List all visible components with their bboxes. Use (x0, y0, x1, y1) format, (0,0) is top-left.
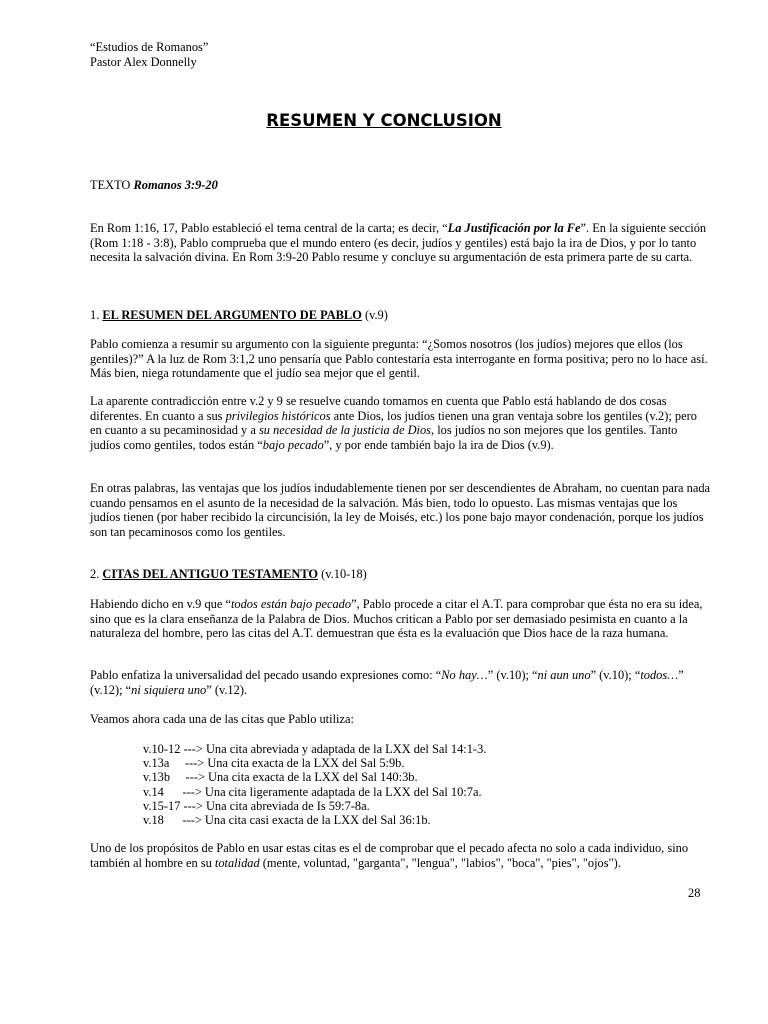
p2-italic-3: bajo pecado (262, 437, 324, 452)
list-item: v.13a ---> Una cita exacta de la LXX del Sal 5:9b. (143, 756, 405, 771)
intro-paragraph (90, 221, 710, 265)
s2p2-italic-3: todos… (640, 668, 679, 682)
section2-paragraph-2 (90, 668, 710, 697)
p2-italic-2: su necesidad de la justicia de Dios (258, 423, 432, 438)
scripture-ref: Romanos 3:9-20 (133, 178, 218, 192)
section1-paragraph-2 (90, 394, 710, 452)
section2-ref: (v.10-18) (318, 567, 367, 581)
p2-text-b: ante Dios, los judíos tienen una gran ventaja sobre los gentiles (v.2); pero en cuanto a su pecaminosidad y a (90, 408, 697, 438)
s2p2-text-b: ” (v.10); “ (487, 668, 538, 682)
section2-paragraph-4 (90, 841, 710, 870)
section1-title: EL RESUMEN DEL ARGUMENTO DE PABLO (102, 308, 362, 322)
p2-text-d: ”, y por ende también bajo la ira de Dios (v.9). (323, 437, 554, 452)
section2-paragraph-1 (90, 597, 710, 641)
citation-list (143, 742, 486, 827)
s2p1-italic: todos están bajo pecado (230, 597, 352, 611)
section1-paragraph-1: Pablo comienza a resumir su argumento con la siguiente pregunta: “¿Somos nosotros (los judíos) mejores que ellos (los gentiles)?” A la luz de Rom 3:1,2 uno pensaría que Pablo contestaría esta interrogante en forma positiva; pero no lo hace así. Más bien, niega rotundamente que el judío sea mejor que el gentil. (90, 337, 708, 381)
s2p4-text-b: (mente, voluntad, "garganta", "lengua", "labios", "boca", "pies", "ojos"). (259, 855, 621, 870)
section1-ref: (v.9) (361, 308, 388, 322)
section2-title: CITAS DEL ANTIGUO TESTAMENTO (102, 567, 319, 581)
page-header (90, 40, 208, 70)
text-label: TEXTO (90, 178, 134, 192)
section2-number: 2. (90, 567, 103, 581)
s2p2-text-e: ” (v.12). (206, 682, 248, 697)
list-item: v.14 ---> Una cita ligeramente adaptada de la LXX del Sal 10:7a. (143, 784, 482, 799)
section1-paragraph-3: En otras palabras, las ventajas que los judíos indudablemente tienen por ser descendientes de Abraham, no cuentan para nada cuando pensamos en el asunto de la necesidad de la salvación. Más bien, todo lo opuesto. Las mismas ventajas que los judíos tienen (por haber recibido la circuncisión, la ley de Moisés, etc.) los pone bajo mayor condenación, porque los judíos son tan pecaminosos como los gentiles. (90, 481, 711, 539)
p2-italic-1: privilegios históricos (225, 408, 331, 423)
s2p4-text-a: Uno de los propósitos de Pablo en usar estas citas es el de comprobar que el pecado afecta no solo a cada individuo, sino también al hombre en su (90, 841, 689, 870)
list-item: v.15-17 ---> Una cita abreviada de Is 59:7-8a. (143, 798, 370, 813)
list-item: v.18 ---> Una cita casi exacta de la LXX del Sal 36:1b. (143, 813, 431, 828)
s2p2-text-d: ” (v.12); “ (90, 668, 684, 697)
series-title: “Estudios de Romanos” (90, 40, 209, 54)
author: Pastor Alex Donnelly (90, 55, 197, 69)
section2-heading (90, 567, 710, 582)
section1-number: 1. (90, 308, 103, 322)
s2p4-italic: totalidad (214, 855, 260, 870)
s2p2-text-a: Pablo enfatiza la universalidad del pecado usando expresiones como: “ (90, 668, 442, 682)
text-reference (90, 178, 710, 193)
p2-text-a: La aparente contradicción entre v.2 y 9 se resuelve cuando tomamos en cuenta que Pablo está hablando de dos cosas diferentes. En cuanto a sus (90, 394, 667, 423)
p2-text-c: , los judíos no son mejores que los gentiles. Tanto judíos como gentiles, todos están “ (90, 423, 678, 452)
s2p2-italic-1: No hay… (441, 668, 488, 682)
s2p2-italic-4: ni siquiera uno (131, 682, 207, 697)
intro-text-2: ”. En la siguiente sección (Rom 1:18 - 3:8), Pablo comprueba que el mundo entero (es decir, judíos y gentiles) está bajo la ira de Dios, y por lo tanto necesita la salvación divina. En Rom 3:9-20 Pablo resume y concluye su argumentación de esta primera parte de su carta. (90, 221, 707, 265)
section2-paragraph-3: Veamos ahora cada una de las citas que Pablo utiliza: (90, 712, 354, 726)
section1-heading (90, 308, 710, 323)
s2p1-text-b: ”, Pablo procede a citar el A.T. para comprobar que ésta no era su idea, sino que es la clara enseñanza de la Palabra de Dios. Muchos critican a Pablo por ser demasiado pesimista en cuanto a la naturaleza del hombre, pero las citas del A.T. demuestran que ésta es la evaluación que Dios hace de la raza humana. (90, 597, 703, 641)
intro-emphasis: La Justificación por la Fe (447, 221, 581, 235)
intro-text: En Rom 1:16, 17, Pablo estableció el tema central de la carta; es decir, “ (90, 221, 448, 235)
s2p2-italic-2: ni aun uno (537, 668, 591, 682)
list-item: v.10-12 ---> Una cita abreviada y adaptada de la LXX del Sal 14:1-3. (143, 742, 487, 756)
page-title: RESUMEN Y CONCLUSION (266, 111, 502, 130)
s2p1-text-a: Habiendo dicho en v.9 que “ (90, 597, 231, 611)
s2p2-text-c: ” (v.10); “ (590, 668, 641, 682)
list-item: v.13b ---> Una cita exacta de la LXX del Sal 140:3b. (143, 770, 418, 785)
page-number: 28 (688, 886, 701, 900)
